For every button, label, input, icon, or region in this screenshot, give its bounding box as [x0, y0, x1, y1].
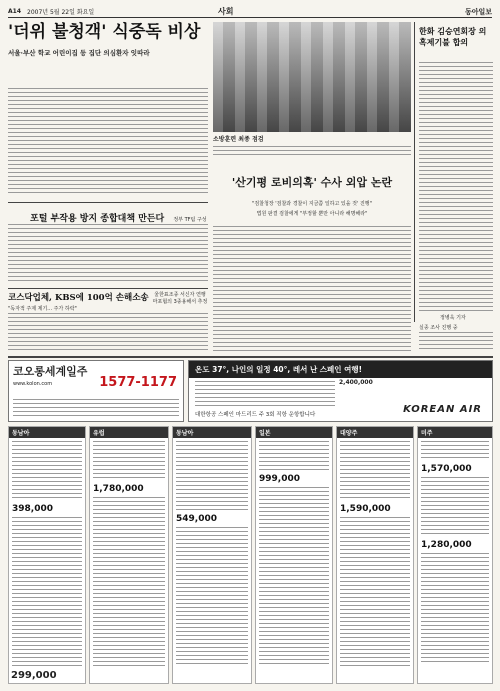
kolon-ad-header[interactable]: [8, 360, 184, 422]
price-5: 1,590,000: [340, 504, 391, 514]
main-article-head: [8, 22, 208, 84]
ad-grid: [8, 426, 493, 684]
mini-headline-2: 마포혐의 3종용해서 추정: [152, 299, 208, 305]
kolon-site: www.kolon.com: [13, 381, 53, 387]
lobby-head: [213, 160, 411, 220]
lobby-quote-2: 법원 판결 검찰에게 "부정할 뿐만 아니라 해명해라": [256, 211, 368, 217]
section-title: 사회: [218, 7, 234, 16]
sidebar-head: [419, 26, 493, 56]
ad-column-5[interactable]: [336, 426, 414, 684]
sidebar-body: [419, 62, 493, 312]
category-3: 동남아: [173, 427, 251, 438]
korean-air-price: 2,400,000: [339, 379, 373, 386]
main-headline: '더위 불청객' 식중독 비상: [8, 22, 201, 42]
page-number: A14: [8, 8, 21, 15]
side-small-body: [419, 332, 493, 352]
korean-air-note: 대한항공 스페인 마드리드 주 3회 직항 운항합니다: [195, 412, 316, 418]
photo-caption: 소방훈련 최종 점검: [213, 136, 264, 143]
kosdaq-headline: 코스닥업체, KBS에 100억 손해소송: [8, 293, 149, 303]
ad-column-2[interactable]: [89, 426, 169, 684]
page-header: [8, 6, 492, 18]
kolon-brand: 코오롱세계일주: [13, 365, 88, 378]
kosdaq-byline: "독자적 주제 제기... 주가 하락": [8, 306, 77, 312]
photo-caption-block: [213, 134, 411, 156]
lobby-body: [213, 226, 411, 352]
photo-caption-text: [213, 146, 411, 158]
ad-column-6[interactable]: [417, 426, 493, 684]
kolon-phone: 1577-1177: [99, 375, 177, 390]
category-5: 대양주: [337, 427, 413, 438]
paper-name: 동아일보: [464, 7, 492, 16]
price-4: 999,000: [259, 474, 300, 484]
lobby-headline: '산기평 로비의혹' 수사 외압 논란: [231, 176, 393, 189]
main-article-body: [8, 88, 208, 196]
bottom-price: 299,000: [11, 670, 57, 681]
kosdaq-body: [8, 313, 208, 353]
sidebar-title: 한화 김승연회장 의혹제기불 합의: [419, 26, 487, 47]
ad-column-3[interactable]: [172, 426, 252, 684]
category-1: 동남아: [9, 427, 85, 438]
lobby-quote-1: "검찰청장 '검찰과 경찰이 지금쯤 일하고 있을 것' 진행": [252, 201, 372, 207]
mini-article-head: [150, 291, 210, 305]
price-6: 1,570,000: [421, 464, 472, 474]
mini-headline-1: 울한표조종 서신자 연행: [154, 292, 206, 298]
portal-body: [8, 224, 208, 284]
korean-air-ad[interactable]: [188, 360, 493, 422]
korean-air-logo: KOREAN AIR: [403, 404, 482, 415]
main-subhead: 서울·부산 학교 어린이집 등 집단 의심환자 잇따라: [8, 49, 150, 57]
ad-column-1[interactable]: [8, 426, 86, 684]
price-3: 549,000: [176, 514, 217, 524]
korean-air-banner: 온도 37°, 나인의 일정 40°, 레서 난 스페인 여행!: [189, 361, 492, 378]
category-4: 일본: [256, 427, 332, 438]
portal-tag: 정부 TF팀 구성: [173, 217, 207, 223]
issue-date: 2007년 5월 22일 화요일: [27, 9, 95, 16]
portal-head: [30, 206, 210, 224]
category-2: 유럽: [90, 427, 168, 438]
firefighter-photo: [213, 22, 411, 132]
price-1: 398,000: [12, 504, 53, 514]
price-2: 1,780,000: [93, 484, 144, 494]
price-7: 1,280,000: [421, 540, 472, 550]
portal-headline: 포털 부작용 방지 종합대책 만든다: [30, 214, 165, 224]
category-6: 미주: [418, 427, 492, 438]
side-byline-small: 실종 조사 진행 중: [419, 325, 458, 331]
sidebar-byline: 정병욱 기자: [440, 315, 466, 321]
ad-column-4[interactable]: [255, 426, 333, 684]
